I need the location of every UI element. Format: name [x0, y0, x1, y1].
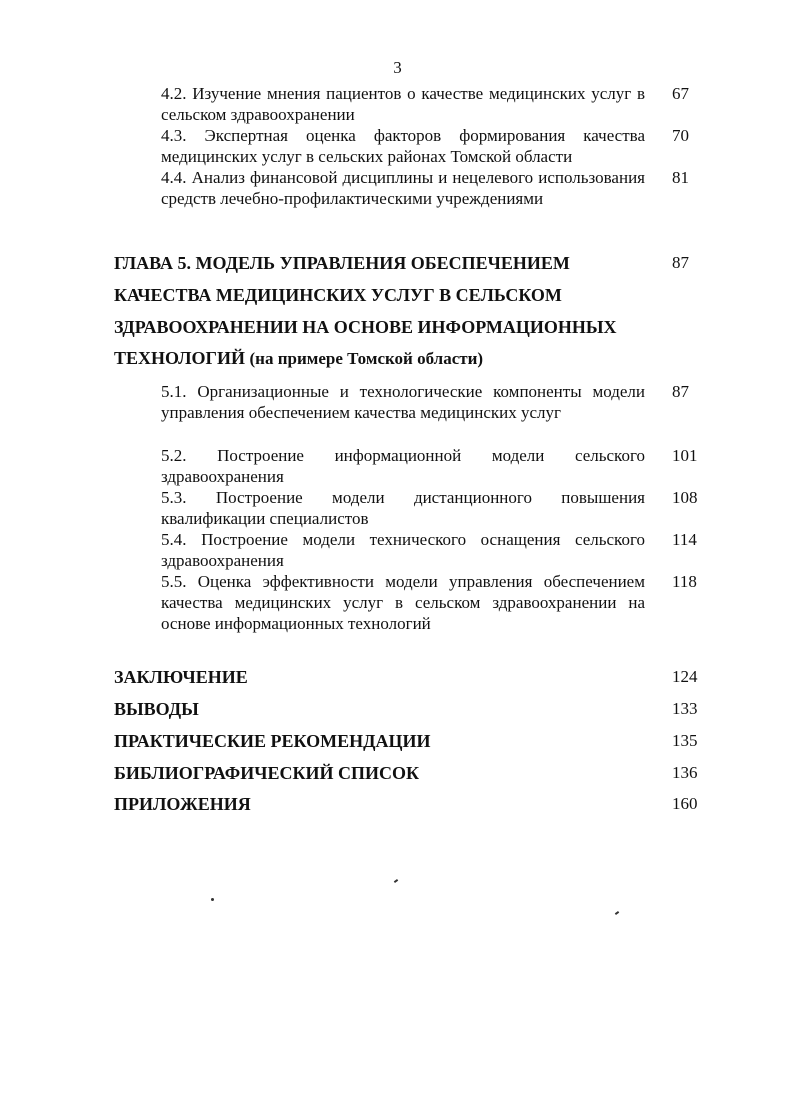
toc-entry-4-4: 4.4. Анализ финансовой дисциплины и нецелевого использования средств лечебно-профилактическими учреждениями: [161, 168, 645, 208]
section-recommendations: ПРАКТИЧЕСКИЕ РЕКОМЕНДАЦИИ: [114, 731, 431, 751]
section-findings: ВЫВОДЫ: [114, 699, 199, 719]
chapter5-title-note: (на примере Томской области): [249, 349, 484, 368]
scan-speck: [211, 898, 214, 901]
toc-entry-5-5-page: 118: [672, 572, 697, 591]
chapter5-title-line-3: ЗДРАВООХРАНЕНИИ НА ОСНОВЕ ИНФОРМАЦИОННЫХ: [114, 317, 617, 337]
toc-entry-5-1-page: 87: [672, 382, 689, 401]
toc-entry-4-3-page: 70: [672, 126, 689, 145]
section-findings-page: 133: [672, 699, 698, 718]
toc-entry-4-2: 4.2. Изучение мнения пациентов о качестве медицинских услуг в сельском здравоохранении: [161, 84, 645, 124]
scan-speck: [615, 911, 619, 915]
toc-entry-5-2: 5.2. Построение информационной модели сельского здравоохранения: [161, 446, 645, 486]
toc-entry-5-5: 5.5. Оценка эффективности модели управления обеспечением качества медицинских услуг в сельском здравоохранении на основе информационных технологий: [161, 572, 645, 633]
section-conclusion: ЗАКЛЮЧЕНИЕ: [114, 667, 248, 687]
section-recommendations-page: 135: [672, 731, 698, 750]
toc-entry-5-4: 5.4. Построение модели технического оснащения сельского здравоохранения: [161, 530, 645, 570]
toc-entry-5-3: 5.3. Построение модели дистанционного повышения квалификации специалистов: [161, 488, 645, 528]
section-bibliography-page: 136: [672, 763, 698, 782]
toc-entry-4-2-page: 67: [672, 84, 689, 103]
toc-entry-5-1: 5.1. Организационные и технологические компоненты модели управления обеспечением качества медицинских услуг: [161, 382, 645, 422]
chapter5-title-word: ТЕХНОЛОГИЙ: [114, 348, 245, 368]
page-number: 3: [393, 58, 402, 77]
scan-speck: [394, 879, 398, 883]
chapter5-title-line-4: [114, 347, 483, 370]
chapter5-title-line-1: ГЛАВА 5. МОДЕЛЬ УПРАВЛЕНИЯ ОБЕСПЕЧЕНИЕМ: [114, 253, 570, 273]
section-bibliography: БИБЛИОГРАФИЧЕСКИЙ СПИСОК: [114, 763, 420, 783]
section-appendices-page: 160: [672, 794, 698, 813]
section-appendices: ПРИЛОЖЕНИЯ: [114, 794, 251, 814]
toc-entry-4-3: 4.3. Экспертная оценка факторов формирования качества медицинских услуг в сельских районах Томской области: [161, 126, 645, 166]
section-conclusion-page: 124: [672, 667, 698, 686]
chapter5-title-line-2: КАЧЕСТВА МЕДИЦИНСКИХ УСЛУГ В СЕЛЬСКОМ: [114, 285, 562, 305]
toc-entry-4-4-page: 81: [672, 168, 689, 187]
chapter5-title-page: 87: [672, 253, 689, 272]
toc-entry-5-4-page: 114: [672, 530, 697, 549]
toc-entry-5-3-page: 108: [672, 488, 698, 507]
toc-entry-5-2-page: 101: [672, 446, 698, 465]
